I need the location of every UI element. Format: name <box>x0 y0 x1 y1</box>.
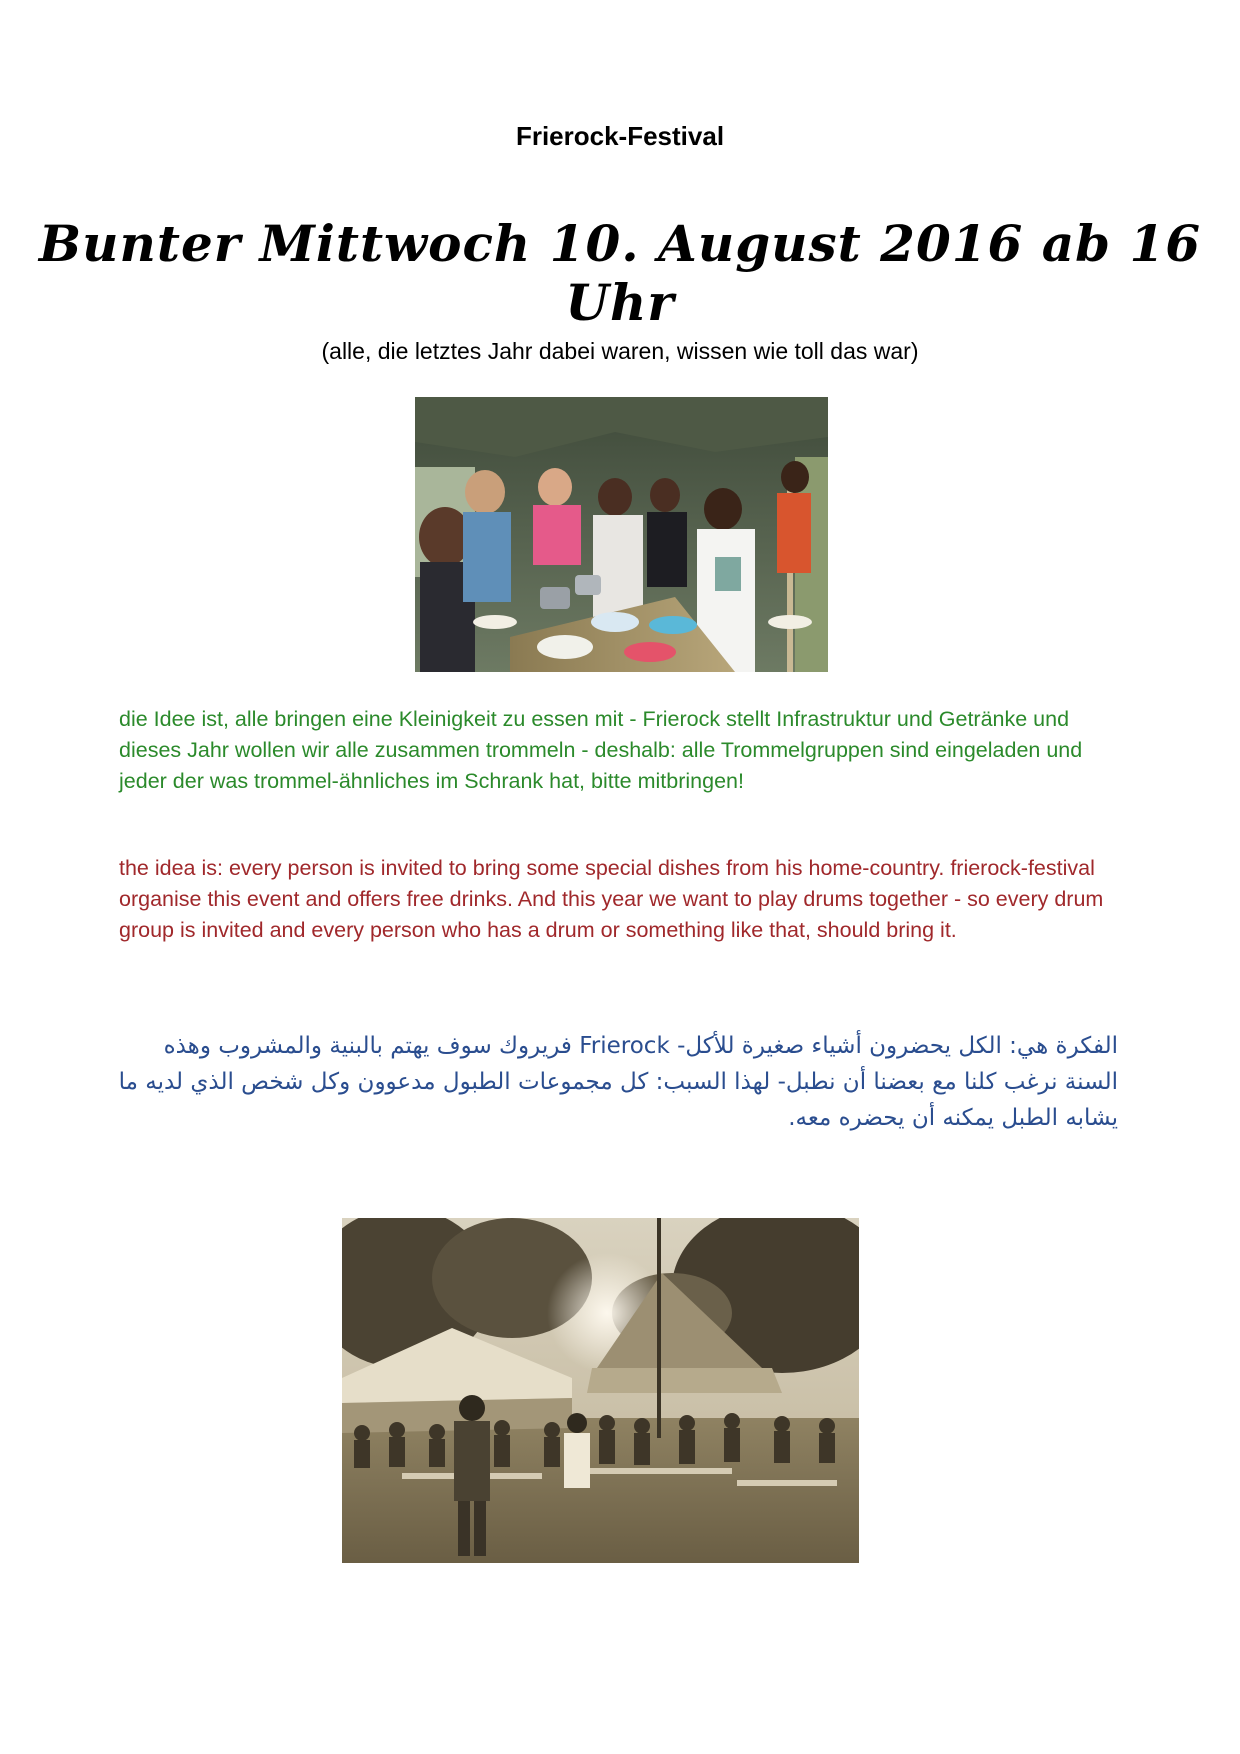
german-paragraph: die Idee ist, alle bringen eine Kleinigkeit zu essen mit - Frierock stellt Infrastruktur und Getränke und dieses Jahr wollen wir alle zusammen trommeln - deshalb: alle Trommelgruppen sind eingeladen und jeder der was trommel-ähnliches im Schrank hat, bitte mitbringen! <box>119 707 1083 793</box>
english-paragraph: the idea is: every person is invited to bring some special dishes from his home-country. frierock-festival organise this event and offers free drinks. And this year we want to play drums together - so every drum group is invited and every person who has a drum or something like that, should bring it. <box>119 856 1104 942</box>
event-subtitle: (alle, die letztes Jahr dabei waren, wissen wie toll das war) <box>321 338 919 364</box>
arabic-paragraph: الفكرة هي: الكل يحضرون أشياء صغيرة للأكل- Frierock فريروك سوف يهتم بالبنية والمشروب وهذه السنة نرغب كلنا مع بعضنا أن نطبل- لهذا السبب: كل مجموعات الطبول مدعوون وكل شخص الذي لديه ما يشابه الطبل يمكنه أن يحضره معه. <box>118 1033 1118 1131</box>
festival-title: Frierock-Festival <box>515 121 725 151</box>
buffet-photo <box>415 397 828 672</box>
event-headline: Bunter Mittwoch 10. August 2016 ab 16 Uhr <box>38 214 1202 332</box>
festival-tents-photo <box>342 1218 859 1563</box>
